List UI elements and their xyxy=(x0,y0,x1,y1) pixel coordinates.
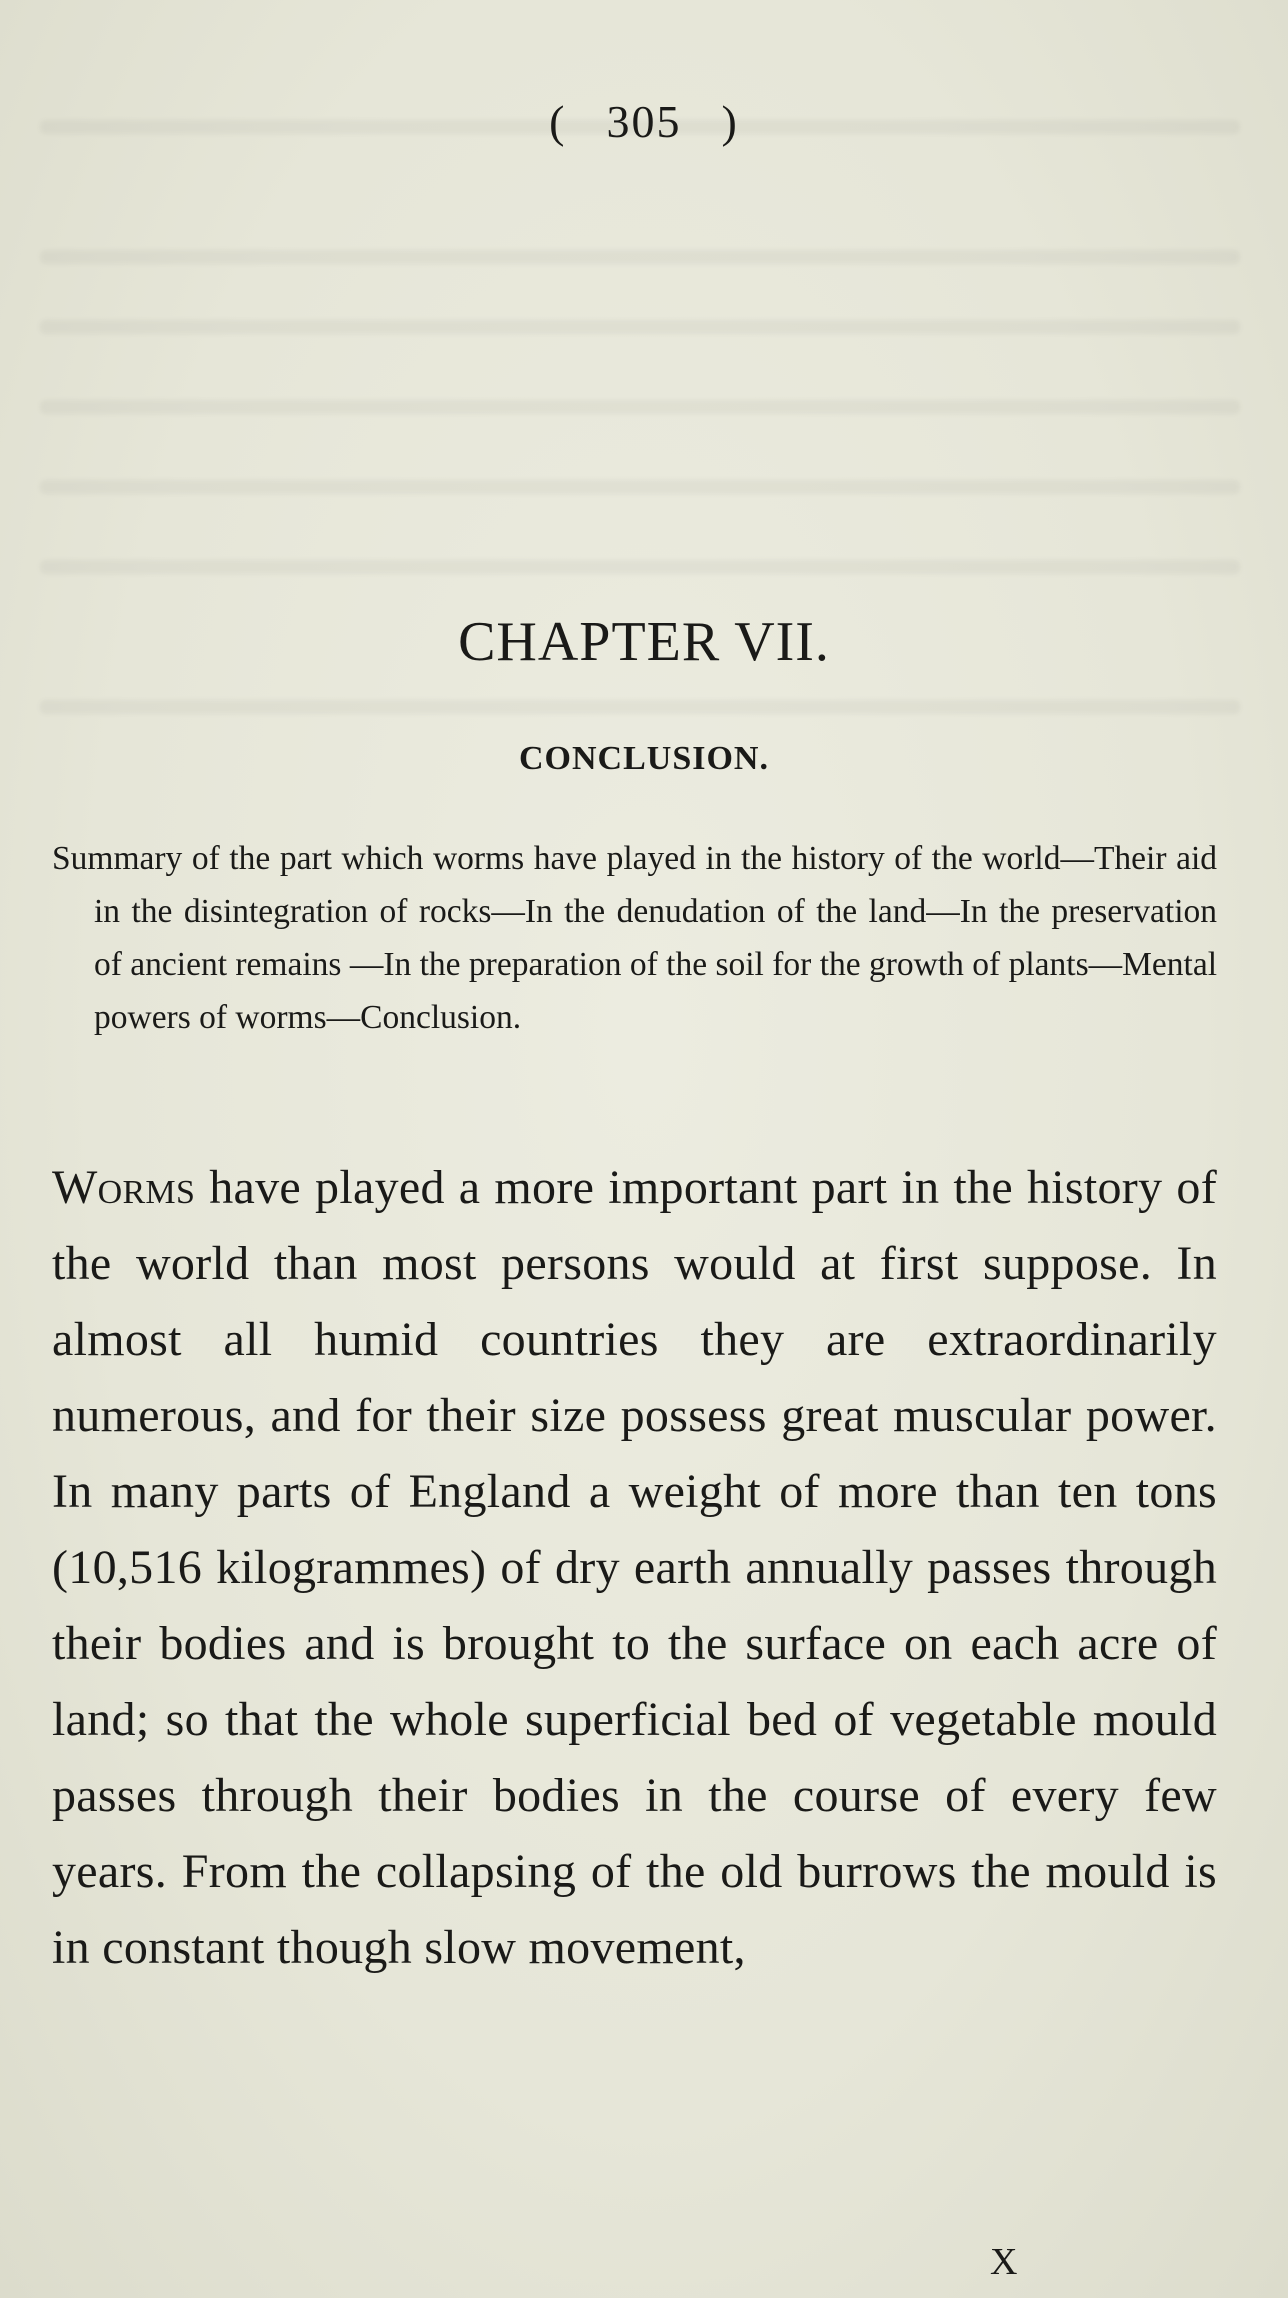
chapter-subtitle: CONCLUSION. xyxy=(519,740,769,777)
page-number-close-paren: ) xyxy=(721,96,739,147)
page-number xyxy=(0,95,1288,148)
bleed-through-line xyxy=(40,400,1240,414)
bleed-through-line xyxy=(40,560,1240,574)
bleed-through-line xyxy=(40,480,1240,494)
body-text: have played a more important part in the history of the world than most persons would at first suppose. In almost all humid countries they are extraordinarily numerous, and for their size possess great muscular power. In many parts of England a weight of more than ten tons (10,516 kilogrammes) of dry earth annually passes through their bodies and is brought to the surface on each acre of land; so that the whole superficial bed of vegetable mould passes through their bodies in the course of every few years. From the collapsing of the old burrows the mould is in constant though slow movement, xyxy=(52,1161,1217,1974)
page-number-open-paren: ( xyxy=(549,96,567,147)
bleed-through-line xyxy=(40,700,1240,714)
chapter-summary: Summary of the part which worms have played in the history of the world—Their aid in the disintegration of rocks—In the denudation of the land—In the preservation of ancient remains —In the preparation of the soil for the growth of plants—Mental powers of worms—Conclusion. xyxy=(52,840,1217,1036)
body-lead-word: Worms xyxy=(52,1161,196,1214)
body-paragraph xyxy=(52,1150,1217,1986)
chapter-title: CHAPTER VII. xyxy=(458,611,830,673)
bleed-through-line xyxy=(40,320,1240,334)
signature-mark: X xyxy=(990,2241,1018,2283)
bleed-through-line xyxy=(40,250,1240,264)
page-number-value: 305 xyxy=(606,96,682,147)
